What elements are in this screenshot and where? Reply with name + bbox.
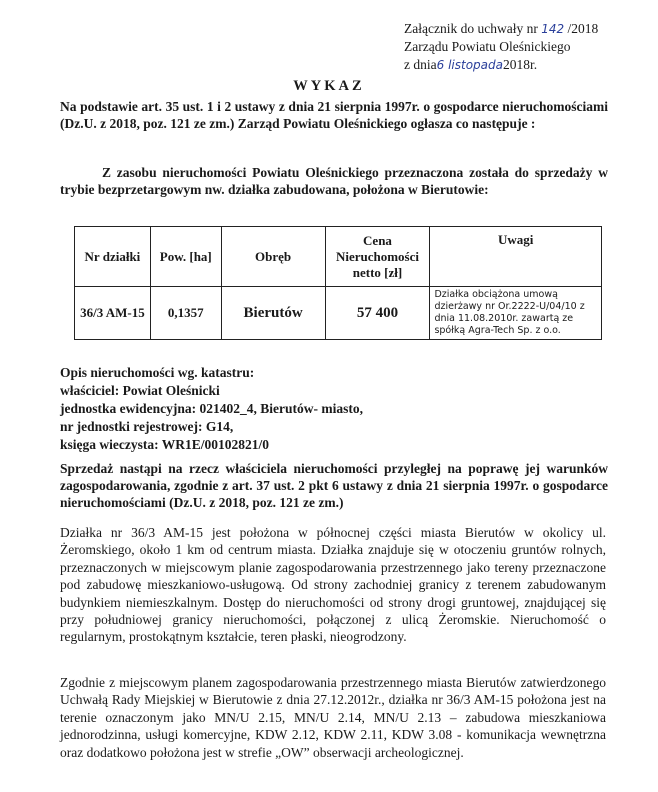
header-precinct: Obręb bbox=[221, 227, 325, 287]
attachment-header bbox=[404, 20, 598, 74]
cadastre-land-register: księga wieczysta: WR1E/00102821/0 bbox=[60, 437, 269, 452]
header-plot-number: Nr działki bbox=[75, 227, 151, 287]
attachment-line-1: Załącznik do uchwały nr 142 /2018 bbox=[404, 21, 599, 36]
header-area: Pow. [ha] bbox=[150, 227, 221, 287]
cadastre-owner: właściciel: Powiat Oleśnicki bbox=[60, 383, 220, 398]
attachment-line-3: z dnia6 listopada2018r. bbox=[404, 57, 538, 72]
cadastre-heading: Opis nieruchomości wg. katastru: bbox=[60, 365, 255, 380]
attachment-line-2: Zarządu Powiatu Oleśnickiego bbox=[404, 39, 571, 54]
table-header-row bbox=[75, 227, 602, 287]
cadastre-unit: jednostka ewidencyjna: 021402_4, Bierutów- miasto, bbox=[60, 401, 363, 416]
cell-remarks: Działka obciążona umową dzierżawy nr Or.2222-U/04/10 z dnia 11.08.2010r. zawartą ze spółką Agra-Tech Sp. z o.o. bbox=[430, 287, 602, 340]
cell-plot-number: 36/3 AM-15 bbox=[75, 287, 151, 340]
handwritten-resolution-number: 142 bbox=[541, 22, 565, 36]
location-description-paragraph: Działka nr 36/3 AM-15 jest położona w północnej części miasta Bierutów w okolicy ul. Żeromskiego, około 1 km od centrum miasta. Działka znajduje się w otoczeniu gruntów rolnych, przeznaczonych w miejscowym planie zagospodarowania przestrzennego jako tereny przeznaczone pod zabudowę mieszkaniowo-usługową. Od strony zachodniej granicy z terenem zabudowanym budynkiem niemieszkalnym. Dostęp do nieruchomości od strony drogi gruntowej, znajdującej się przy południowej granicy nieruchomości, połączonej z ulicą Żeromskie. Nieruchomość o regularnym, prostokątnym kształcie, teren płaski, nieogrodzony. bbox=[60, 525, 606, 645]
table-row bbox=[75, 287, 602, 340]
sale-conditions-paragraph: Sprzedaż nastąpi na rzecz właściciela nieruchomości przyległej na poprawę jej warunków zagospodarowania, zgodnie z art. 37 ust. 2 pkt 6 ustawy z dnia 21 sierpnia 1997r. o gospodarce nieruchomościami (Dz.U. z 2018, poz. 121 ze zm.) bbox=[60, 461, 608, 510]
zoning-plan-paragraph: Zgodnie z miejscowym planem zagospodarowania przestrzennego miasta Bierutów zatwierdzonego Uchwałą Rady Miejskiej w Bierutowie z dnia 27.12.2012r., działka nr 36/3 AM-15 położona jest na terenie oznaczonym jako MN/U 2.15, MN/U 2.14, MN/U 2.13 – zabudowa mieszkaniowa jednorodzinna, usługi komercyjne, KDW 2.12, KDW 2.11, KDW 3.08 - komunikacja wewnętrzna oraz dodatkowo położona jest w strefie „OW” obserwacji archeologicznej. bbox=[60, 675, 606, 760]
cell-precinct: Bierutów bbox=[221, 287, 325, 340]
property-table bbox=[74, 226, 602, 340]
document-title: WYKAZ bbox=[293, 78, 365, 94]
handwritten-date: 6 listopada bbox=[436, 58, 503, 72]
header-remarks: Uwagi bbox=[430, 227, 602, 287]
header-price: Cena Nieruchomości netto [zł] bbox=[325, 227, 430, 287]
property-intro-paragraph: Z zasobu nieruchomości Powiatu Oleśnickiego przeznaczona została do sprzedaży w trybie bezprzetargowym nw. działka zabudowana, położona w Bierutowie: bbox=[60, 165, 608, 197]
cadastre-description bbox=[60, 364, 363, 454]
cell-price: 57 400 bbox=[325, 287, 430, 340]
cell-area: 0,1357 bbox=[150, 287, 221, 340]
cadastre-register-unit: nr jednostki rejestrowej: G14, bbox=[60, 419, 234, 434]
intro-paragraph: Na podstawie art. 35 ust. 1 i 2 ustawy z dnia 21 sierpnia 1997r. o gospodarce nieruchomościami (Dz.U. z 2018, poz. 121 ze zm.) Zarząd Powiatu Oleśnickiego ogłasza co następuje : bbox=[60, 99, 608, 131]
